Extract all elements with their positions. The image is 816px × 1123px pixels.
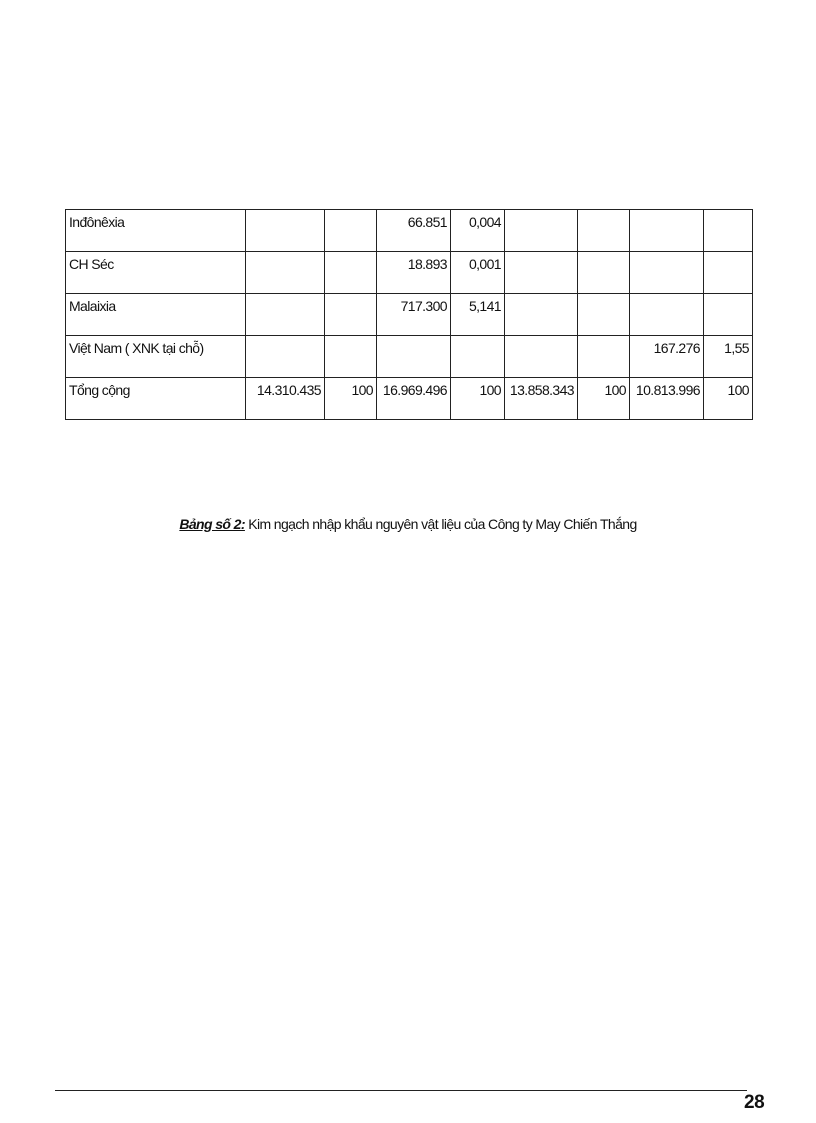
value-cell <box>505 336 578 378</box>
footer-divider <box>55 1090 747 1091</box>
percent-cell: 0,004 <box>451 210 505 252</box>
table-row <box>66 210 753 252</box>
table-row <box>66 336 753 378</box>
import-turnover-table <box>65 209 753 420</box>
percent-cell <box>578 336 630 378</box>
value-cell <box>630 294 704 336</box>
value-cell: 167.276 <box>630 336 704 378</box>
value-cell: 66.851 <box>377 210 451 252</box>
percent-cell: 5,141 <box>451 294 505 336</box>
country-cell: CH Séc <box>66 252 246 294</box>
value-cell <box>246 336 325 378</box>
value-cell: 13.858.343 <box>505 378 578 420</box>
value-cell <box>246 252 325 294</box>
percent-cell <box>578 252 630 294</box>
table-row <box>66 252 753 294</box>
table-total-row <box>66 378 753 420</box>
percent-cell <box>451 336 505 378</box>
caption-label: Bảng số 2: <box>179 516 245 532</box>
value-cell <box>377 336 451 378</box>
value-cell <box>630 210 704 252</box>
percent-cell <box>325 252 377 294</box>
country-cell: Malaixia <box>66 294 246 336</box>
percent-cell: 100 <box>451 378 505 420</box>
country-cell: Inđônêxia <box>66 210 246 252</box>
value-cell: 18.893 <box>377 252 451 294</box>
caption-text: Kim ngạch nhập khẩu nguyên vật liệu của Công ty May Chiến Thắng <box>244 516 637 532</box>
value-cell <box>505 294 578 336</box>
value-cell: 717.300 <box>377 294 451 336</box>
percent-cell: 100 <box>704 378 753 420</box>
value-cell <box>505 210 578 252</box>
country-cell: Việt Nam ( XNK tại chỗ) <box>66 336 246 378</box>
table-caption <box>0 516 816 532</box>
value-cell <box>505 252 578 294</box>
percent-cell: 100 <box>578 378 630 420</box>
value-cell <box>630 252 704 294</box>
percent-cell: 100 <box>325 378 377 420</box>
value-cell: 10.813.996 <box>630 378 704 420</box>
percent-cell <box>325 210 377 252</box>
percent-cell <box>325 336 377 378</box>
percent-cell <box>704 210 753 252</box>
country-cell: Tổng cộng <box>66 378 246 420</box>
percent-cell <box>578 294 630 336</box>
percent-cell: 0,001 <box>451 252 505 294</box>
value-cell: 14.310.435 <box>246 378 325 420</box>
percent-cell <box>704 252 753 294</box>
percent-cell <box>325 294 377 336</box>
table-row <box>66 294 753 336</box>
percent-cell <box>704 294 753 336</box>
value-cell <box>246 210 325 252</box>
value-cell: 16.969.496 <box>377 378 451 420</box>
percent-cell <box>578 210 630 252</box>
percent-cell: 1,55 <box>704 336 753 378</box>
value-cell <box>246 294 325 336</box>
page-number: 28 <box>744 1092 765 1113</box>
